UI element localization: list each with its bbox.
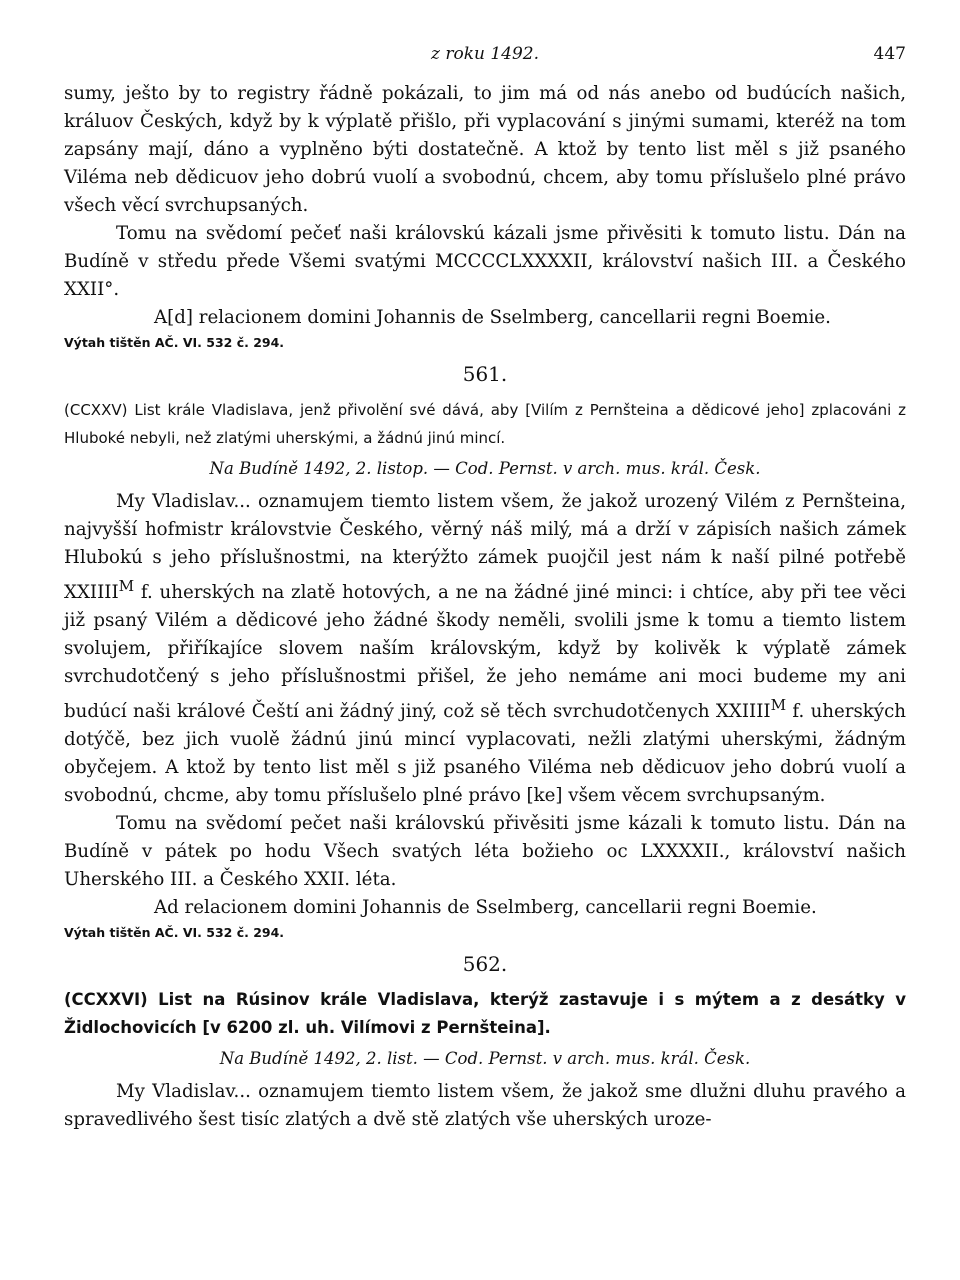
relacio-note: A[d] relacionem domini Johannis de Sselmberg, cancellarii regni Boemie. xyxy=(154,307,831,328)
page-number: 447 xyxy=(873,44,906,64)
body-paragraph: sumy, ješto by to registry řádně pokázali, to jim má od nás anebo od budúcích našich, králuov Českých, když by k výplatě přišlo, při vyplacování s jinými sumami, kteréž na tom zapsány mají, dáno a vyplněno býti dostatečně. A ktož by tento list měl s již psaného Viléma neb dědicuov jeho dobrú vuolí a svobodnú, chcem, aby tomu příslušelo plné právo všech věcí svrchupsaných. xyxy=(64,83,906,216)
body-text: f. uherských na zlatě hotových, a ne na žádné jiné minci: i chtíce, aby při tee věci již psaný Vilém a dědicové jeho žádné škody neměli, svolili jsme k tomu a tiemto listem svolujem, přiříkajíce slovem naším královským, když by kolivěk k výplatě zámek svrchudotčený s jeho příslušnostmi přišel, že jeho nemáme ani moci budeme my ani budúcí naši králové Čeští ani žádný jiný, což sě těch svrchudotčenych XXIIII xyxy=(64,582,906,723)
document-561 xyxy=(64,362,906,944)
document-562 xyxy=(64,952,906,1134)
page-header xyxy=(64,40,906,80)
regest: (CCXXVI) List na Rúsinov krále Vladislava, kterýž zastavuje i s mýtem a z desátky v Židlochovicích [v 6200 zl. uh. Vilímovi z Pernšteina]. xyxy=(64,990,906,1038)
superscript: M xyxy=(118,577,135,595)
document-number: 562. xyxy=(462,952,508,977)
regest: (CCXXV) List krále Vladislava, jenž přivolění své dává, aby [Vilím z Pernšteina a dědicové jeho] zplacováni z Hluboké nebyli, než zlatými uherskými, a žádnú jinú mincí. xyxy=(64,401,906,447)
body-text: My Vladislav... oznamujem tiemto listem všem, že jakož urozený Vilém z Pernšteina, najvyšší hofmistr královstvie Českého, věrný náš milý, má a drží v zápisích našich zámek Hlubokú s jeho příslušnostmi, na kterýžto zámek puojčil jest nám k naší pilné potřebě XXIIII xyxy=(64,491,906,604)
body-text: f. uherských dotýčě, bez jich vuolě žádnú jinú mincí vyplacovati, nežli zlatými uherskými, žádným obyčejem. A ktož by tento list měl s již psaného Viléma neb dědicuov jeho dobrú vuolí a svobodnú, chcme, aby tomu příslušelo plné právo [ke] všem věcem svrchupsaným. xyxy=(64,701,906,807)
sealing-clause: Tomu na svědomí pečet naši královskú přivěsiti jsme kázali k tomuto listu. Dán na Budíně v pátek po hodu Všech svatých léta božieho oc LXXXXII., království našich Uherského III. a Českého XXII. léta. xyxy=(64,813,906,891)
running-title: z roku 1492. xyxy=(430,44,540,64)
dateline: Na Budíně 1492, 2. listop. — Cod. Pernst. v arch. mus. král. Česk. xyxy=(209,459,761,478)
print-note: Výtah tištěn AČ. VI. 532 č. 294. xyxy=(64,925,285,941)
document-number: 561. xyxy=(462,362,508,386)
superscript: M xyxy=(770,696,787,715)
print-note: Výtah tištěn AČ. VI. 532 č. 294. xyxy=(64,335,285,350)
dateline: Na Budíně 1492, 2. list. — Cod. Pernst. v arch. mus. král. Česk. xyxy=(219,1049,751,1069)
document-560-continuation xyxy=(64,80,906,354)
body-paragraph: My Vladislav... oznamujem tiemto listem všem, že jakož sme dlužni dluhu pravého a spravedlivého šest tisíc zlatých a dvě stě zlatých vše uherských uroze- xyxy=(64,1081,906,1131)
body-paragraph xyxy=(64,488,906,810)
relacio-note: Ad relacionem domini Johannis de Sselmberg, cancellarii regni Boemie. xyxy=(154,897,817,919)
sealing-clause: Tomu na svědomí pečeť naši královskú kázali jsme přivěsiti k tomuto listu. Dán na Budíně v středu přede Všemi svatými MCCCCLXXXXII, království našich III. a Českého XXII°. xyxy=(64,223,906,300)
